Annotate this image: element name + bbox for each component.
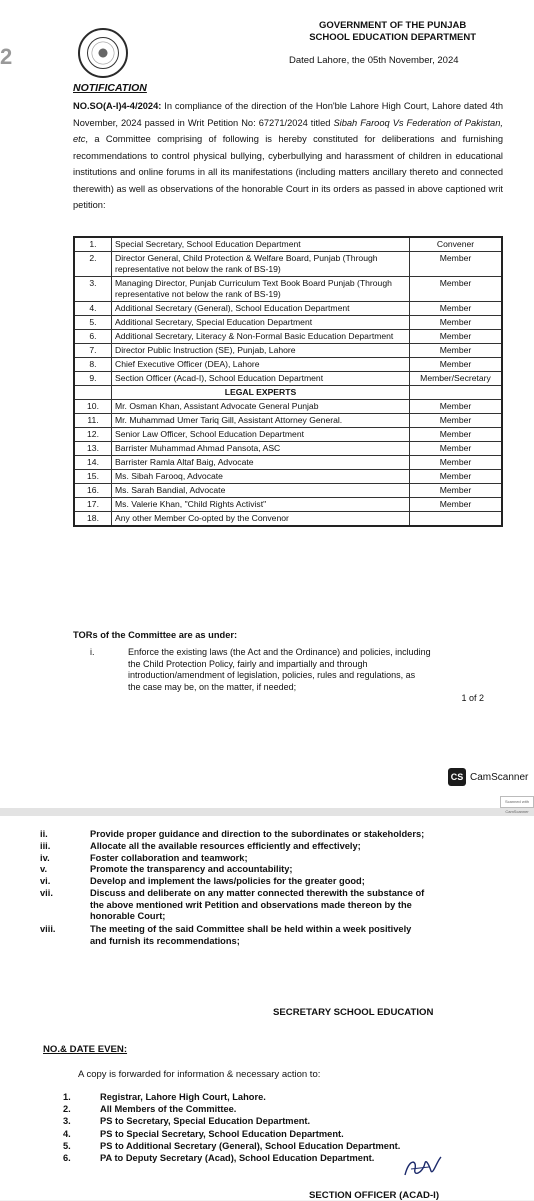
member-role: Member — [410, 302, 503, 316]
committee-row — [74, 330, 502, 344]
member-role: Member — [410, 414, 503, 428]
member-designation: Ms. Sibah Farooq, Advocate — [112, 470, 410, 484]
copy-recipient: All Members of the Committee. — [100, 1104, 237, 1115]
member-role: Member — [410, 277, 503, 302]
tor-line: Provide proper guidance and direction to the subordinates or stakeholders; — [90, 829, 425, 839]
page-separator — [0, 808, 534, 816]
member-role: Member — [410, 400, 503, 414]
member-role: Member — [410, 330, 503, 344]
member-designation: Senior Law Officer, School Education Department — [112, 428, 410, 442]
member-designation: Any other Member Co-opted by the Convenor — [112, 512, 410, 527]
tors-heading: TORs of the Committee are as under: — [73, 630, 238, 640]
tor-line: Discuss and deliberate on any matter connected therewith the substance of — [90, 888, 425, 898]
row-number: 18. — [74, 512, 112, 527]
member-designation: Ms. Valerie Khan, "Child Rights Activist" — [112, 498, 410, 512]
camscanner-watermark — [448, 768, 528, 786]
row-number: 2. — [74, 252, 112, 277]
copy-recipient: PS to Secretary, Special Education Department. — [100, 1116, 311, 1127]
intro-text-2: , a Committee comprising of following is hereby constituted for deliberations and furnishing recommendations to control physical bullying, cyberbullying and harassment of children in educational institutions and online forums in all its manifestations (including matters ancillary thereto and connected therewith) as well as observations of the honorable Court in its orders as passed in above captioned writ petition: — [73, 134, 503, 210]
tor-number: i. — [90, 647, 95, 657]
letterhead — [309, 20, 476, 44]
tor-number: iii. — [40, 841, 51, 851]
member-role: Member — [410, 484, 503, 498]
tor-line: Allocate all the available resources efficiently and effectively; — [90, 841, 361, 851]
punjab-government-logo — [78, 28, 128, 78]
row-number: 8. — [74, 358, 112, 372]
committee-row — [74, 252, 502, 277]
date-line: Dated Lahore, the 05th November, 2024 — [289, 55, 459, 66]
section-officer-signatory: SECTION OFFICER (ACAD-I) — [309, 1190, 440, 1201]
member-designation: Chief Executive Officer (DEA), Lahore — [112, 358, 410, 372]
row-number: 13. — [74, 442, 112, 456]
committee-row — [74, 372, 502, 386]
tor-line: honorable Court; — [90, 911, 166, 921]
row-number: 10. — [74, 400, 112, 414]
member-designation: Section Officer (Acad-I), School Education Department — [112, 372, 410, 386]
tor-line: Promote the transparency and accountability; — [90, 864, 293, 874]
member-role: Member/Secretary — [410, 372, 503, 386]
tor-number: ii. — [40, 829, 48, 839]
row-number: 7. — [74, 344, 112, 358]
member-role: Member — [410, 442, 503, 456]
committee-row — [74, 442, 502, 456]
member-designation: Mr. Osman Khan, Assistant Advocate General Punjab — [112, 400, 410, 414]
committee-row — [74, 344, 502, 358]
copy-number: 2. — [63, 1104, 71, 1115]
row-number: 4. — [74, 302, 112, 316]
handwritten-signature — [399, 1155, 443, 1181]
committee-row — [74, 358, 502, 372]
member-role: Member — [410, 456, 503, 470]
row-number: 17. — [74, 498, 112, 512]
member-role: Member — [410, 344, 503, 358]
member-designation: Barrister Ramla Altaf Baig, Advocate — [112, 456, 410, 470]
committee-row — [74, 512, 502, 527]
reference-number: NO.SO(A-I)4-4/2024: — [73, 101, 162, 111]
department-title: SCHOOL EDUCATION DEPARTMENT — [309, 32, 476, 43]
copy-number: 4. — [63, 1128, 71, 1139]
tor-line: the Child Protection Policy, fairly and impartially and through — [128, 658, 368, 669]
member-designation: Director Public Instruction (SE), Punjab, Lahore — [112, 344, 410, 358]
intro-text-1: In compliance of the direction of the Hon'ble Lahore High Court, Lahore dated 4th November, 2024 passed in Writ Petition No: 67271/2024 titled — [73, 101, 503, 128]
tor-line: the case may be, on the matter, if needed; — [128, 681, 297, 692]
image-index-badge: 2 — [0, 44, 13, 69]
member-designation: Ms. Sarah Bandial, Advocate — [112, 484, 410, 498]
tor-number: vi. — [40, 876, 51, 886]
member-role: Member — [410, 428, 503, 442]
tor-number: viii. — [40, 924, 56, 934]
member-role: Member — [410, 470, 503, 484]
committee-table — [73, 236, 503, 527]
member-designation: Special Secretary, School Education Department — [112, 237, 410, 252]
committee-row — [74, 414, 502, 428]
member-designation: Additional Secretary, Literacy & Non-Formal Basic Education Department — [112, 330, 410, 344]
member-designation: Barrister Muhammad Ahmad Pansota, ASC — [112, 442, 410, 456]
row-number: 14. — [74, 456, 112, 470]
row-number: 3. — [74, 277, 112, 302]
copy-number: 6. — [63, 1153, 71, 1163]
notification-heading: NOTIFICATION — [73, 82, 147, 94]
camscanner-icon: CS — [448, 768, 466, 786]
legal-experts-heading: LEGAL EXPERTS — [112, 386, 410, 400]
tor-line: Foster collaboration and teamwork; — [90, 853, 248, 863]
legal-experts-row — [74, 386, 502, 400]
copy-recipient: Registrar, Lahore High Court, Lahore. — [100, 1092, 266, 1102]
secretary-signatory: SECRETARY SCHOOL EDUCATION — [273, 1007, 434, 1018]
member-designation: Mr. Muhammad Umer Tariq Gill, Assistant Attorney General. — [112, 414, 410, 428]
copy-recipient: PS to Additional Secretary (General), School Education Department. — [100, 1140, 401, 1151]
committee-row — [74, 302, 502, 316]
intro-paragraph — [73, 98, 503, 214]
copy-number: 5. — [63, 1140, 71, 1151]
tor-line: Enforce the existing laws (the Act and the Ordinance) and policies, including — [128, 647, 431, 657]
tor-line: introduction/amendment of legislation, policies, rules and regulations, as — [128, 670, 416, 680]
tor-line: Develop and implement the laws/policies for the greater good; — [90, 876, 365, 886]
committee-row — [74, 400, 502, 414]
member-role: Member — [410, 358, 503, 372]
copy-number: 1. — [63, 1092, 71, 1102]
tor-number: vii. — [40, 888, 53, 898]
member-role: Member — [410, 252, 503, 277]
case-title: Sibah Farooq Vs Federation of Pakistan, etc — [73, 117, 503, 144]
tor-line: The meeting of the said Committee shall be held within a week positively — [90, 924, 412, 934]
government-title: GOVERNMENT OF THE PUNJAB — [318, 20, 467, 31]
copy-forward-line: A copy is forwarded for information & necessary action to: — [78, 1069, 321, 1080]
row-number: 16. — [74, 484, 112, 498]
empty-cell — [74, 386, 112, 400]
tor-line: the above mentioned writ Petition and observations made thereon by the — [90, 899, 412, 910]
copy-number: 3. — [63, 1116, 71, 1127]
tor-number: v. — [40, 864, 48, 874]
committee-row — [74, 237, 502, 252]
row-number: 11. — [74, 414, 112, 428]
committee-row — [74, 428, 502, 442]
camscanner-stamp: Scanned with CamScanner — [500, 796, 534, 808]
row-number: 9. — [74, 372, 112, 386]
empty-cell — [410, 386, 503, 400]
member-role: Member — [410, 498, 503, 512]
member-designation: Additional Secretary, Special Education Department — [112, 316, 410, 330]
tor-number: iv. — [40, 853, 50, 863]
copy-recipient: PS to Special Secretary, School Education Department. — [100, 1128, 344, 1139]
copy-recipient: PA to Deputy Secretary (Acad), School Education Department. — [100, 1153, 375, 1163]
committee-row — [74, 316, 502, 330]
committee-row — [74, 456, 502, 470]
committee-row — [74, 277, 502, 302]
committee-row — [74, 498, 502, 512]
member-designation: Managing Director, Punjab Curriculum Text Book Board Punjab (Through representative not below the rank of BS-19) — [112, 277, 410, 302]
row-number: 15. — [74, 470, 112, 484]
member-designation: Additional Secretary (General), School Education Department — [112, 302, 410, 316]
member-designation: Director General, Child Protection & Welfare Board, Punjab (Through representative not below the rank of BS-19) — [112, 252, 410, 277]
row-number: 12. — [74, 428, 112, 442]
committee-row — [74, 470, 502, 484]
tor-line: and furnish its recommendations; — [90, 935, 240, 946]
camscanner-label: CamScanner — [470, 771, 529, 783]
member-role: Member — [410, 316, 503, 330]
row-number: 1. — [74, 237, 112, 252]
page-count: 1 of 2 — [461, 693, 484, 703]
no-date-even: NO.& DATE EVEN: — [43, 1044, 128, 1055]
member-role — [410, 512, 503, 527]
member-role: Convener — [410, 237, 503, 252]
row-number: 5. — [74, 316, 112, 330]
committee-row — [74, 484, 502, 498]
row-number: 6. — [74, 330, 112, 344]
